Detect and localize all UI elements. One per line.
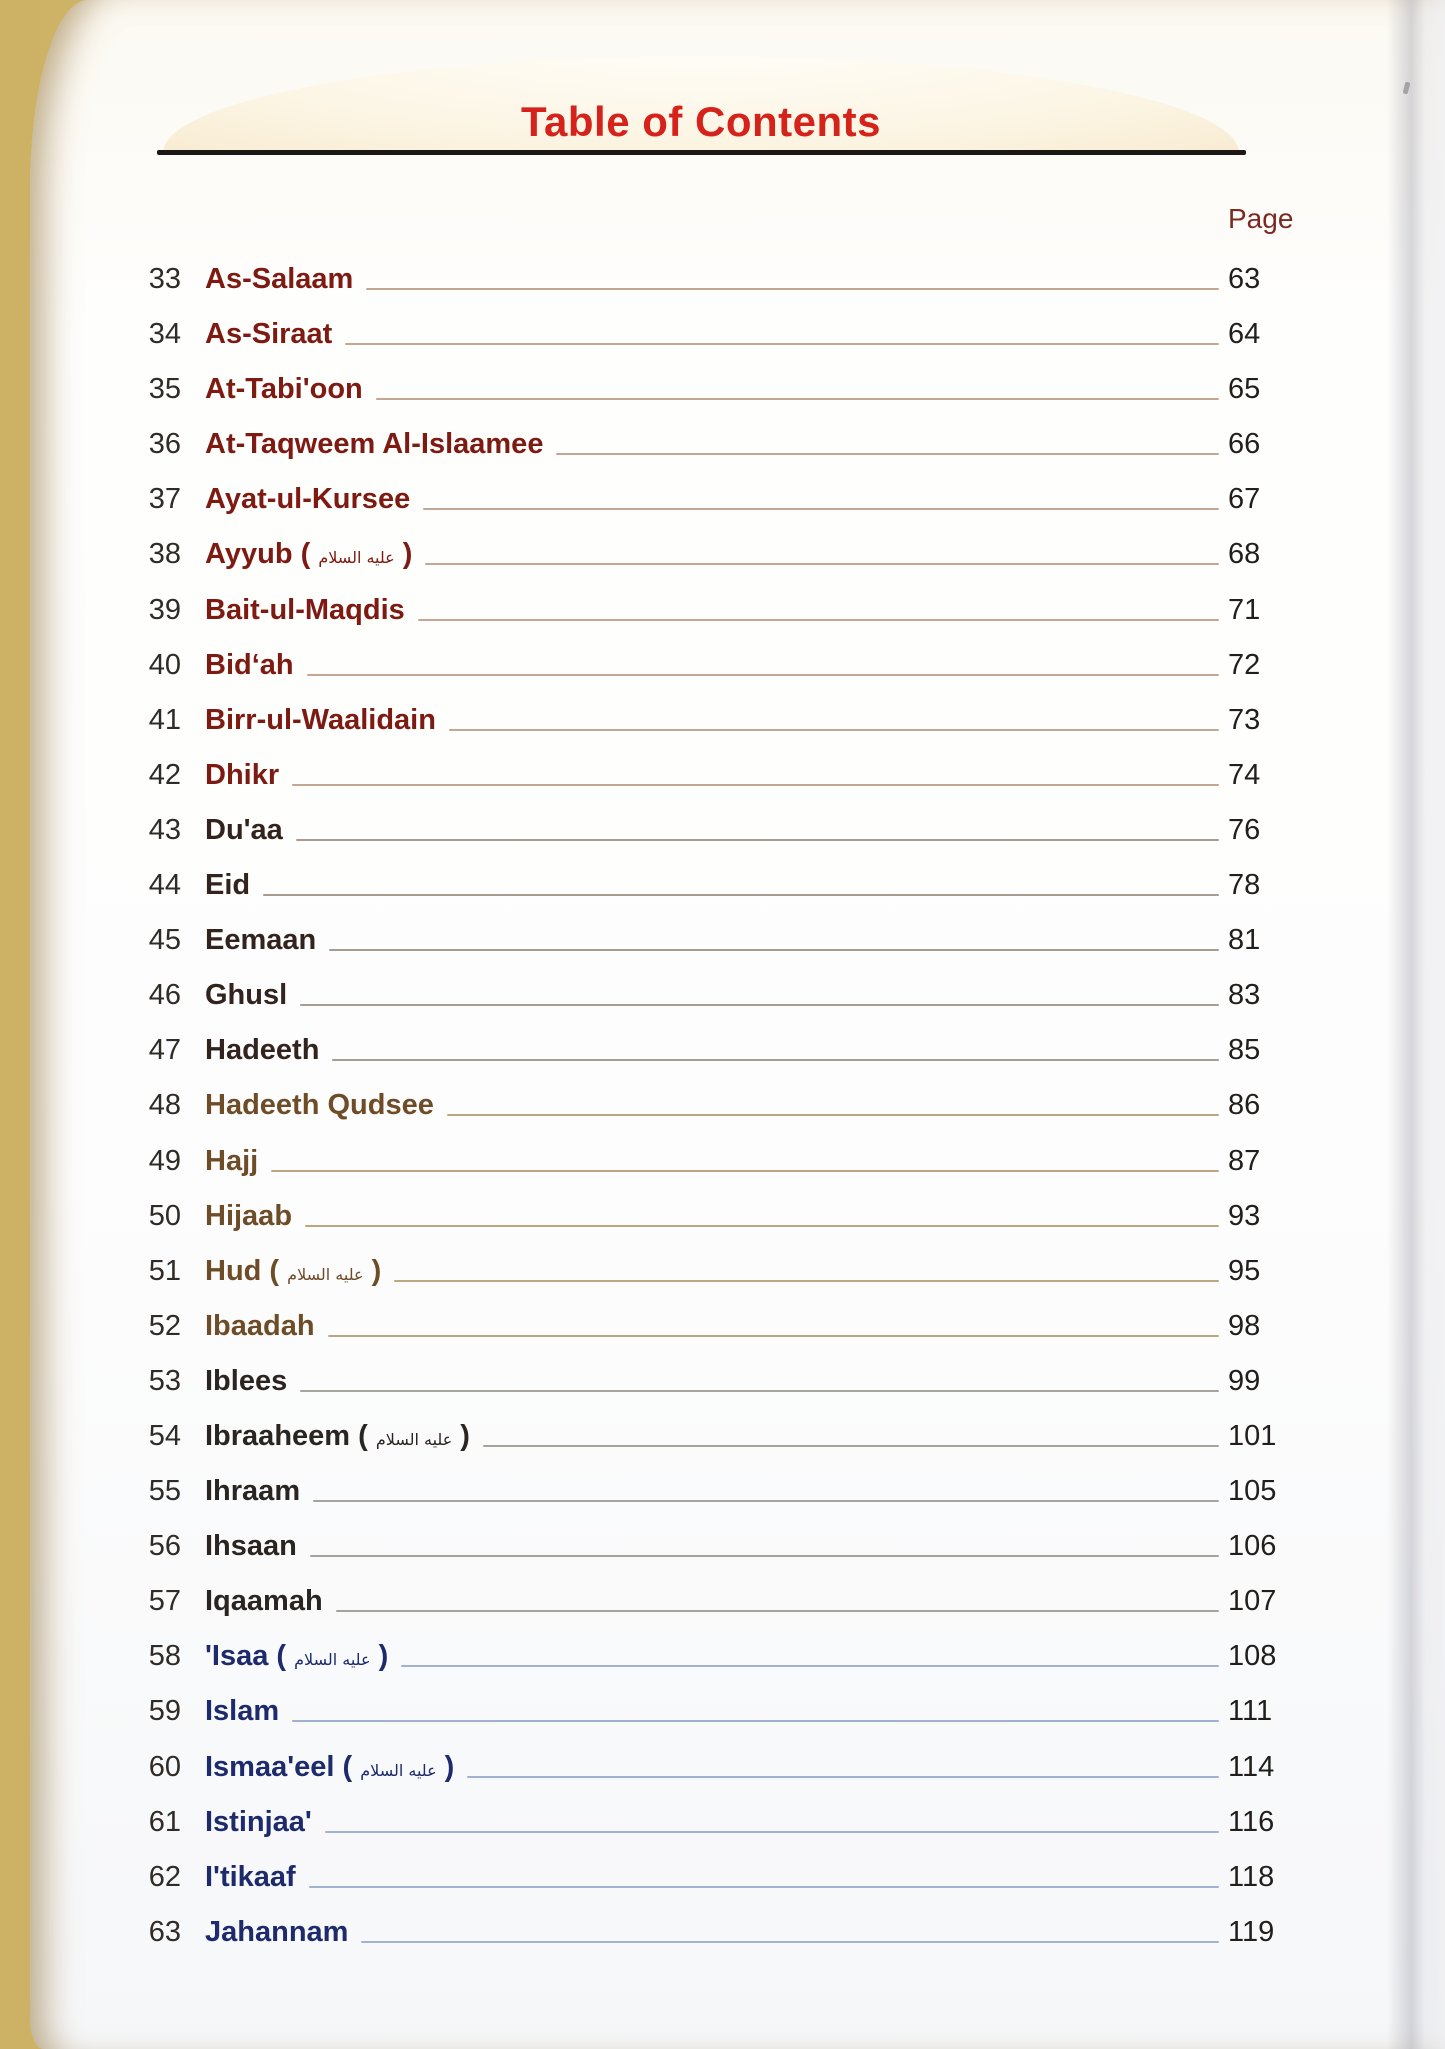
entry-number: 46 <box>148 979 181 1012</box>
honorific-arabic: ( عليه السلام ) <box>350 1419 470 1452</box>
entry-title: Iqaamah <box>205 1585 323 1618</box>
toc-entry <box>135 1134 1306 1189</box>
page-column-label: Page <box>1228 203 1294 234</box>
entry-title: Iblees <box>205 1364 288 1397</box>
toc-entry <box>135 858 1306 913</box>
leader-line <box>323 1574 1228 1629</box>
entry-title: As-Siraat <box>205 318 333 351</box>
entry-number: 60 <box>148 1750 181 1783</box>
leader-line <box>300 1464 1228 1519</box>
entry-page: 105 <box>1228 1475 1277 1508</box>
entry-title: Ayyub ( عليه السلام ) <box>205 538 413 571</box>
entry-number: 40 <box>148 648 181 681</box>
entry-number: 62 <box>148 1860 181 1893</box>
entry-page: 118 <box>1228 1860 1275 1893</box>
entry-page: 87 <box>1228 1144 1261 1177</box>
toc-entry <box>135 1189 1306 1244</box>
leader-line <box>279 1684 1228 1739</box>
entry-page: 63 <box>1228 263 1261 295</box>
entry-title: Dhikr <box>205 758 280 791</box>
entry-number: 61 <box>148 1805 181 1838</box>
entry-page: 73 <box>1228 703 1261 736</box>
toc-entry <box>135 417 1306 472</box>
leader-line <box>410 472 1228 527</box>
entry-title: Ihsaan <box>205 1530 297 1563</box>
entry-title: Ihraam <box>205 1475 301 1508</box>
entry-page: 76 <box>1228 813 1261 846</box>
entry-title: Hud ( عليه السلام ) <box>205 1254 382 1287</box>
entry-number: 38 <box>148 538 181 571</box>
entry-number: 53 <box>148 1364 181 1397</box>
toc-entry <box>135 583 1306 638</box>
entry-number: 45 <box>148 924 181 957</box>
entry-number: 35 <box>148 373 181 406</box>
toc-entry <box>135 527 1306 582</box>
toc-entry <box>135 307 1306 362</box>
entry-number: 39 <box>148 593 181 626</box>
entry-page: 86 <box>1228 1089 1261 1122</box>
entry-number: 49 <box>148 1144 181 1177</box>
toc-entry <box>135 1464 1306 1519</box>
entry-title: Hijaab <box>205 1199 293 1232</box>
toc-entry <box>135 638 1306 693</box>
entry-number: 36 <box>148 428 181 461</box>
toc-entry <box>135 1244 1306 1299</box>
entry-number: 43 <box>148 813 181 846</box>
entry-number: 48 <box>148 1089 181 1122</box>
entry-number: 63 <box>148 1915 181 1948</box>
leader-line <box>287 968 1228 1023</box>
entry-page: 66 <box>1228 428 1261 461</box>
toc-entry <box>135 1684 1306 1739</box>
entry-title: Bait-ul-Maqdis <box>205 593 405 626</box>
toc-entry <box>135 748 1306 803</box>
header-rule <box>157 150 1246 155</box>
toc-entry <box>135 1078 1306 1133</box>
entry-title: At-Taqweem Al-Islaamee <box>205 428 544 461</box>
leader-line <box>470 1409 1228 1464</box>
leader-line <box>388 1629 1228 1684</box>
entry-title: Bid‘ah <box>205 648 294 681</box>
toc-entry <box>135 1905 1306 1960</box>
entry-number: 34 <box>148 318 181 351</box>
honorific-arabic: ( عليه السلام ) <box>268 1640 389 1673</box>
entry-number: 50 <box>148 1199 181 1232</box>
leader-line <box>258 1134 1228 1189</box>
toc-entry <box>135 1629 1306 1684</box>
toc-entry <box>135 472 1306 527</box>
leader-line <box>348 1905 1228 1960</box>
entry-number: 52 <box>148 1309 181 1342</box>
entry-title: Hadeeth Qudsee <box>205 1089 434 1122</box>
entry-title: Hajj <box>205 1144 259 1177</box>
leader-line <box>543 417 1228 472</box>
entry-page: 78 <box>1228 869 1261 902</box>
leader-line <box>292 1189 1228 1244</box>
leader-line <box>294 638 1228 693</box>
entry-title: I'tikaaf <box>205 1860 296 1893</box>
leader-line <box>454 1740 1228 1795</box>
toc-list <box>135 252 1306 1960</box>
entry-title: Ayat-ul-Kursee <box>205 483 411 516</box>
leader-line <box>412 527 1228 582</box>
entry-page: 114 <box>1228 1750 1275 1783</box>
leader-line <box>405 583 1228 638</box>
leader-line <box>312 1795 1228 1850</box>
entry-title: Du'aa <box>205 813 283 846</box>
toc-entry <box>135 913 1306 968</box>
entry-page: 65 <box>1228 373 1261 406</box>
toc-entry <box>135 1574 1306 1629</box>
entry-page: 72 <box>1228 648 1261 681</box>
page-edge-shadow <box>1387 0 1445 2049</box>
page-title: Table of Contents <box>520 98 882 145</box>
entry-title: Ismaa'eel ( عليه السلام ) <box>205 1750 455 1783</box>
entry-page: 83 <box>1228 979 1261 1012</box>
toc-entry <box>135 1795 1306 1850</box>
toc-entry <box>135 362 1306 417</box>
toc-entry <box>135 1519 1306 1574</box>
entry-page: 81 <box>1228 924 1261 957</box>
leader-line <box>353 252 1228 307</box>
entry-number: 44 <box>148 869 181 902</box>
entry-title: Ghusl <box>205 979 288 1012</box>
book-page <box>30 0 1445 2049</box>
entry-page: 71 <box>1228 593 1261 626</box>
entry-page: 64 <box>1228 318 1261 351</box>
leader-line <box>315 1299 1228 1354</box>
leader-line <box>332 307 1228 362</box>
leader-line <box>316 913 1228 968</box>
entry-page: 98 <box>1228 1309 1261 1342</box>
toc-entry <box>135 252 1306 307</box>
entry-number: 47 <box>148 1034 181 1067</box>
entry-title: Eemaan <box>205 924 317 957</box>
entry-number: 33 <box>148 263 181 295</box>
toc-entry <box>135 1850 1306 1905</box>
entry-page: 119 <box>1228 1915 1275 1948</box>
entry-title: Istinjaa' <box>205 1805 312 1838</box>
entry-number: 58 <box>148 1640 181 1673</box>
toc-entry <box>135 1409 1306 1464</box>
leader-line <box>283 803 1228 858</box>
leader-line <box>434 1078 1228 1133</box>
entry-page: 116 <box>1228 1805 1275 1838</box>
leader-line <box>363 362 1228 417</box>
entry-page: 67 <box>1228 483 1261 516</box>
entry-title: Birr-ul-Waalidain <box>205 703 436 736</box>
entry-title: Ibaadah <box>205 1309 315 1342</box>
entry-page: 111 <box>1228 1695 1273 1728</box>
entry-title: Hadeeth <box>205 1034 320 1067</box>
honorific-arabic: ( عليه السلام ) <box>334 1750 455 1783</box>
leader-line <box>279 748 1228 803</box>
leader-line <box>381 1244 1228 1299</box>
leader-line <box>297 1519 1228 1574</box>
toc-entry <box>135 1023 1306 1078</box>
entry-page: 99 <box>1228 1364 1261 1397</box>
entry-page: 108 <box>1228 1640 1277 1673</box>
entry-number: 51 <box>148 1254 181 1287</box>
honorific-arabic: ( عليه السلام ) <box>292 538 413 571</box>
entry-number: 37 <box>148 483 181 516</box>
entry-number: 55 <box>148 1475 181 1508</box>
entry-title: Jahannam <box>205 1915 349 1948</box>
entry-title: Islam <box>205 1695 280 1728</box>
toc-entry <box>135 968 1306 1023</box>
entry-number: 41 <box>148 703 181 736</box>
leader-line <box>250 858 1228 913</box>
toc-entry <box>135 803 1306 858</box>
scan-speck <box>1403 82 1411 95</box>
leader-line <box>296 1850 1228 1905</box>
entry-page: 85 <box>1228 1034 1261 1067</box>
entry-title: Eid <box>205 869 251 902</box>
leader-line <box>287 1354 1228 1409</box>
leader-line <box>436 693 1228 748</box>
entry-page: 106 <box>1228 1530 1277 1563</box>
entry-page: 93 <box>1228 1199 1261 1232</box>
toc-entry <box>135 1354 1306 1409</box>
entry-page: 74 <box>1228 758 1261 791</box>
entry-page: 68 <box>1228 538 1261 571</box>
entry-number: 56 <box>148 1530 181 1563</box>
entry-page: 101 <box>1228 1419 1277 1452</box>
toc-entry <box>135 693 1306 748</box>
header-banner <box>163 56 1239 153</box>
entry-number: 57 <box>148 1585 181 1618</box>
entry-title: 'Isaa ( عليه السلام ) <box>205 1640 389 1673</box>
entry-number: 54 <box>148 1419 181 1452</box>
entry-title: As-Salaam <box>205 263 354 295</box>
entry-number: 42 <box>148 758 181 791</box>
entry-title: Ibraaheem ( عليه السلام ) <box>205 1419 470 1452</box>
toc-entry <box>135 1299 1306 1354</box>
entry-title: At-Tabi'oon <box>205 373 363 406</box>
honorific-arabic: ( عليه السلام ) <box>261 1254 382 1287</box>
entry-page: 107 <box>1228 1585 1277 1618</box>
entry-number: 59 <box>148 1695 181 1728</box>
toc-entry <box>135 1740 1306 1795</box>
leader-line <box>319 1023 1228 1078</box>
entry-page: 95 <box>1228 1254 1261 1287</box>
